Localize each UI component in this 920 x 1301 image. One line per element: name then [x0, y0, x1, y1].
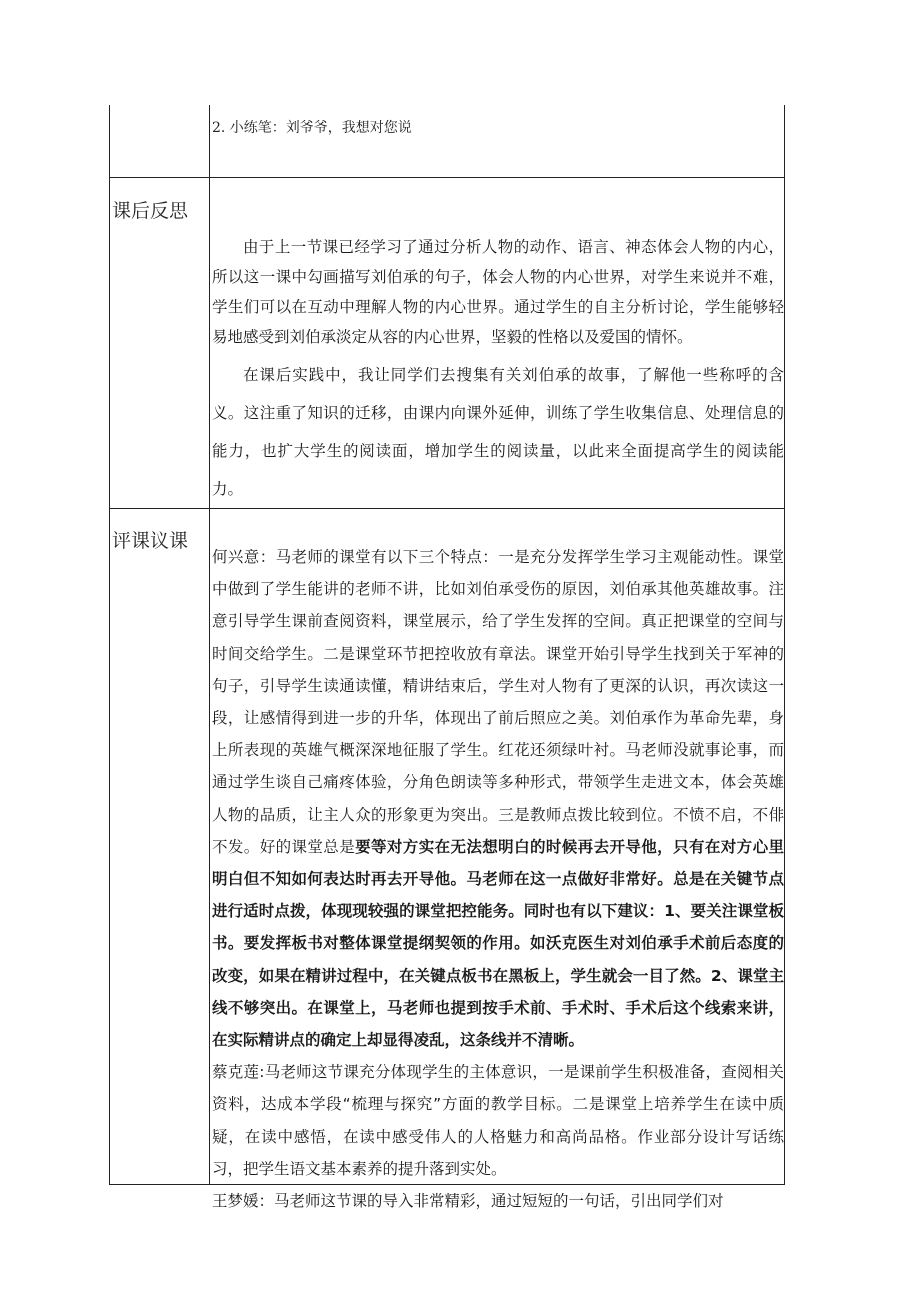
comment-he-xingyi-normal: 何兴意：马老师的课堂有以下三个特点：一是充分发挥学生学习主观能动性。课堂中做到了学生能讲的老师不讲，比如刘伯承受伤的原因，刘伯承其他英雄故事。注意引导学生课前查阅资料，课堂展示，给了学生发挥的空间。真正把课堂的空间与时间交给学生。二是课堂环节把控收放有章法。课堂开始引导学生找到关于军神的句子，引导学生读通读懂，精讲结束后，学生对人物有了更深的认识，再次读这一段，让感情得到进一步的升华，体现出了前后照应之美。刘伯承作为革命先辈，身上所表现的英雄气概深深地征服了学生。红花还须绿叶衬。马老师没就事论事，而通过学生谈自己痛疼体验，分角色朗读等多种形式，带领学生走进文本，体会英雄人物的品质，让主人众的形象更为突出。三是教师点拨比较到位。不愤不启，不俳不发。好的课堂总是	[212, 548, 784, 856]
table-border-left	[109, 105, 110, 1185]
reflection-content	[212, 232, 784, 508]
comment-cai-kelian: 蔡克莲:马老师这节课充分体现学生的主体意识，一是课前学生积极准备，查阅相关资料，达成本学段“梳理与探究”方面的教学目标。二是课堂上培养学生在读中质疑，在读中感悟，在读中感受伟人的人格魅力和高尚品格。作业部分设计写话练习，把学生语文基本素养的提升落到实处。	[212, 1063, 784, 1178]
practice-text: 2. 小练笔：刘爷爷，我想对您说	[212, 120, 412, 136]
reflection-paragraph-2: 在课后实践中，我让同学们去搜集有关刘伯承的故事，了解他一些称呼的含义。这注重了知识的迁移，由课内向课外延伸，训练了学生收集信息、处理信息的能力，也扩大学生的阅读面，增加学生的阅读量，以此来全面提高学生的阅读能力。	[212, 366, 784, 498]
table-border-right	[784, 105, 785, 1185]
table-row-separator-2	[109, 508, 785, 509]
reflection-label: 课后反思	[112, 200, 189, 222]
evaluation-label: 评课议课	[112, 530, 189, 552]
evaluation-content	[212, 541, 784, 1217]
reflection-paragraph-1: 由于上一节课已经学习了通过分析人物的动作、语言、神态体会人物的内心，所以这一课中勾画描写刘伯承的句子，体会人物的内心世界，对学生来说并不难，学生们可以在互动中理解人物的内心世界。通过学生的自主分析讨论，学生能够轻易地感受到刘伯承淡定从容的内心世界，坚毅的性格以及爱国的情怀。	[212, 238, 784, 346]
table-row-separator-1	[109, 177, 785, 178]
table-border-divider	[209, 105, 210, 1185]
comment-he-xingyi-bold: 要等对方实在无法想明白的时候再去开导他，只有在对方心里明白但不知如何表达时再去开导他。马老师在这一点做好非常好。总是在关键节点进行适时点拨，体现现较强的课堂把控能务。同时也有以下建议：1、要关注课堂板书。要发挥板书对整体课堂提纲契领的作用。如沃克医生对刘伯承手术前后态度的改变，如果在精讲过程中，在关键点板书在黑板上，学生就会一目了然。2、课堂主线不够突出。在课堂上，马老师也提到按手术前、手术时、手术后这个线索来讲，在实际精讲点的确定上却显得凌乱，这条线并不清晰。	[212, 837, 784, 1050]
comment-he-xingyi	[212, 541, 784, 1056]
comment-wang-mengyuan: 王梦媛：马老师这节课的导入非常精彩，通过短短的一句话，引出同学们对	[212, 1192, 724, 1211]
